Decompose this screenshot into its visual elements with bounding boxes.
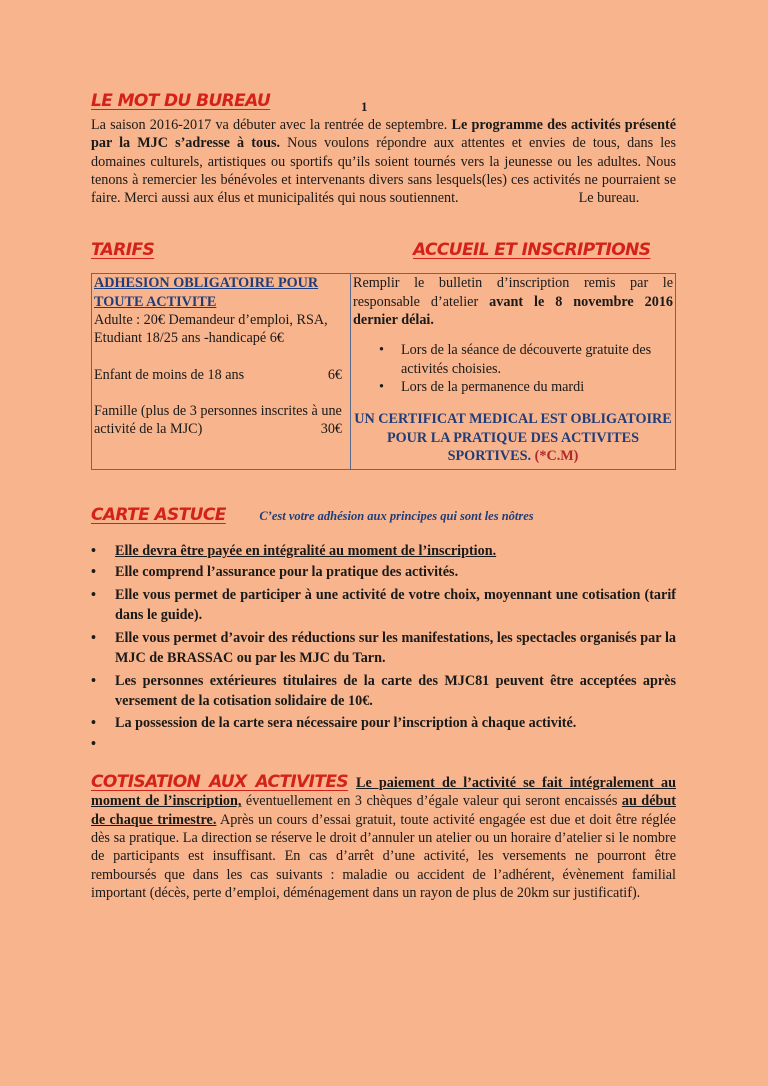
enfant-price: 6€ (327, 366, 342, 383)
bureau-heading: LE MOT DU BUREAU (91, 91, 271, 111)
tarifs-cell (92, 274, 351, 470)
carte-list (91, 542, 676, 753)
tarifs-heading-row (91, 241, 676, 265)
bureau-text-b: Le programme des activités présenté par la MJC s’adresse à tous. (91, 117, 676, 152)
list-item: • Lors de la permanence du mardi (379, 378, 585, 395)
famille-label: Famille (plus de 3 personnes inscrites à une activité de la MJC) (94, 402, 342, 438)
bureau-text-a: La saison 2016-2017 va débuter avec la rentrée de septembre. (91, 117, 452, 133)
carte-heading-row (91, 506, 676, 530)
document-page (91, 92, 676, 902)
cotisation-rest: Après un cours d’essai gratuit, toute activité engagée est due et doit être réglée dès sa pratique. La direction se réserve le droit d’annuler un atelier ou un horaire d’atelier si le nombre de participants est insuffisant. En cas d’arrêt d’une activité, les versements ne pourront être remboursés que dans les cas suivants : maladie ou accident de l’adhérent, évènement familial important (décès, perte d’emploi, déménagement dans un rayon de plus de 20km sur justificatif). (91, 811, 676, 901)
enfant-label: Enfant de moins de 18 ans (94, 366, 245, 383)
bureau-text-c: Nous voulons répondre aux attentes et envies de tous, dans les domaines culturels, artistiques ou sportifs qu’ils soient tournés vers la jeunesse ou les adultes. Nous tenons à remercier les bénévoles et intervenants divers sans lesquels(les) ces activités ne pourraient se faire. Merci aussi aux élus et municipalités qui nous soutiennent. (91, 135, 676, 207)
cotisation-mid: éventuellement en 3 chèques d’égale valeur qui seront encaissés (241, 793, 622, 810)
bullet-icon: • (91, 629, 96, 646)
bullet-icon: • (91, 714, 96, 731)
list-item: • La possession de la carte sera nécessaire pour l’inscription à chaque activité. (91, 714, 577, 731)
bullet-icon: • (91, 564, 96, 581)
bureau-paragraph (91, 116, 676, 207)
accueil-list (353, 341, 673, 396)
accueil-intro-a: Remplir le bulletin d’inscription remis par le responsable d’atelier (353, 275, 673, 310)
tarifs-table (91, 273, 676, 470)
cotisation-paragraph (91, 773, 676, 902)
bullet-icon: • (91, 672, 96, 689)
famille-price: 30€ (320, 421, 342, 438)
bullet-icon: • (91, 543, 96, 560)
enfant-row (94, 366, 348, 384)
list-item: • Elle devra être payée en intégralité au moment de l’inscription. (91, 543, 497, 560)
carte-heading: CARTE ASTUCE (91, 505, 226, 526)
bullet-icon: • (379, 378, 384, 395)
tarifs-heading: TARIFS (91, 240, 155, 261)
adulte-tarif: Adulte : 20€ Demandeur d’emploi, RSA, Etudiant 18/25 ans -handicapé 6€ (94, 312, 328, 347)
bureau-heading-row (91, 92, 676, 116)
cotisation-trimestre: au début de chaque trimestre. (91, 793, 676, 828)
list-item: • Les personnes extérieures titulaires de la carte des MJC81 peuvent être acceptées après versement de la cotisation solidaire de 10€. (91, 672, 676, 709)
accueil-heading: ACCUEIL ET INSCRIPTIONS (413, 240, 651, 261)
list-item: • Elle vous permet d’avoir des réductions sur les manifestations, les spectacles organisés par la MJC de BRASSAC ou par les MJC du Tarn. (91, 629, 676, 666)
famille-row (94, 402, 348, 439)
accueil-intro-b: avant le 8 novembre 2016 dernier délai. (353, 293, 674, 329)
list-item: • Elle comprend l’assurance pour la pratique des activités. (91, 564, 459, 581)
certificat-notice (353, 410, 673, 465)
accueil-intro (353, 274, 673, 329)
list-item (91, 735, 676, 753)
list-item: • Elle vous permet de participer à une activité de votre choix, moyennant une cotisation (tarif dans le guide). (91, 586, 676, 623)
bureau-signature: Le bureau. (578, 190, 640, 207)
bullet-icon: • (379, 342, 384, 359)
accueil-cell (351, 274, 676, 470)
carte-subtitle: C’est votre adhésion aux principes qui sont les nôtres (259, 509, 534, 524)
cotisation-lead: Le paiement de l’activité se fait intégralement au moment de l’inscription, (91, 775, 676, 810)
bullet-icon: • (91, 586, 96, 603)
cotisation-heading: COTISATION AUX ACTIVITES (91, 772, 349, 793)
certificat-ref: (*C.M) (534, 447, 579, 464)
adhesion-title: ADHESION OBLIGATOIRE POUR TOUTE ACTIVITE (94, 275, 319, 310)
certificat-text: UN CERTIFICAT MEDICAL EST OBLIGATOIRE POUR LA PRATIQUE DES ACTIVITES SPORTIVES. (354, 411, 672, 464)
list-item: • Lors de la séance de découverte gratuite des activités choisies. (379, 342, 652, 377)
bullet-icon: • (91, 736, 96, 753)
page-number: 1 (361, 99, 368, 114)
